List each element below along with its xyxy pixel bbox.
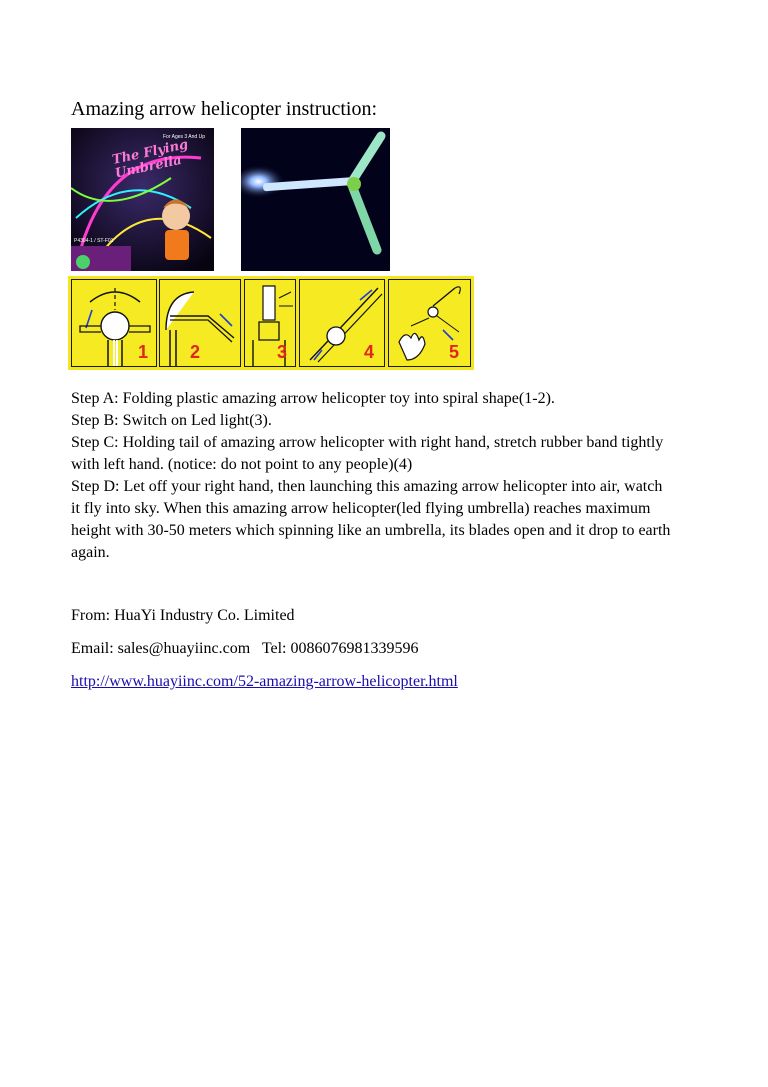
led-helicopter-photo: [241, 128, 390, 271]
step-d-text: Step D: Let off your right hand, then launching this amazing arrow helicopter into air, watch it fly into sky. When this amazing arrow helicopter(led flying umbrella) reaches maximum height with 30-50 meters which spinning like an umbrella, its blades open and it drop to earth again.: [71, 478, 671, 561]
website-link[interactable]: http://www.huayiinc.com/52-amazing-arrow-helicopter.html: [71, 673, 458, 690]
box-brand-script: The Flying Umbrella: [110, 137, 190, 182]
led-helicopter-illustration: [241, 128, 390, 271]
diagram-panel-3: [244, 279, 296, 367]
step-a-text: Step A: Folding plastic amazing arrow helicopter toy into spiral shape(1-2).: [71, 390, 555, 407]
document-title: Amazing arrow helicopter instruction:: [71, 98, 378, 120]
diagram-panel-4: [299, 279, 385, 367]
step-number-2: 2: [190, 342, 201, 362]
diagram-panel-1: [71, 279, 157, 367]
box-code-text: P4304-1 / ST-F01: [74, 238, 114, 244]
step-number-5: 5: [449, 342, 460, 362]
step-number-1: 1: [138, 342, 149, 362]
from-line: From: HuaYi Industry Co. Limited: [71, 607, 295, 624]
step-c-text: Step C: Holding tail of amazing arrow helicopter with right hand, stretch rubber band tightly with left hand. (notice: do not point to any people)(4): [71, 434, 664, 473]
step-number-3: 3: [277, 342, 288, 362]
step-number-4: 4: [364, 342, 375, 362]
instruction-steps: [71, 388, 671, 564]
step-b-text: Step B: Switch on Led light(3).: [71, 412, 272, 429]
instruction-diagram-strip: [68, 276, 474, 370]
diagram-panel-5: [388, 279, 471, 367]
box-age-text: For Ages 3 And Up: [163, 134, 205, 140]
email-tel-line: Email: sales@huayiinc.com Tel: 0086076981339596: [71, 640, 419, 657]
product-box-image: [71, 128, 214, 271]
diagram-panel-2: [159, 279, 241, 367]
